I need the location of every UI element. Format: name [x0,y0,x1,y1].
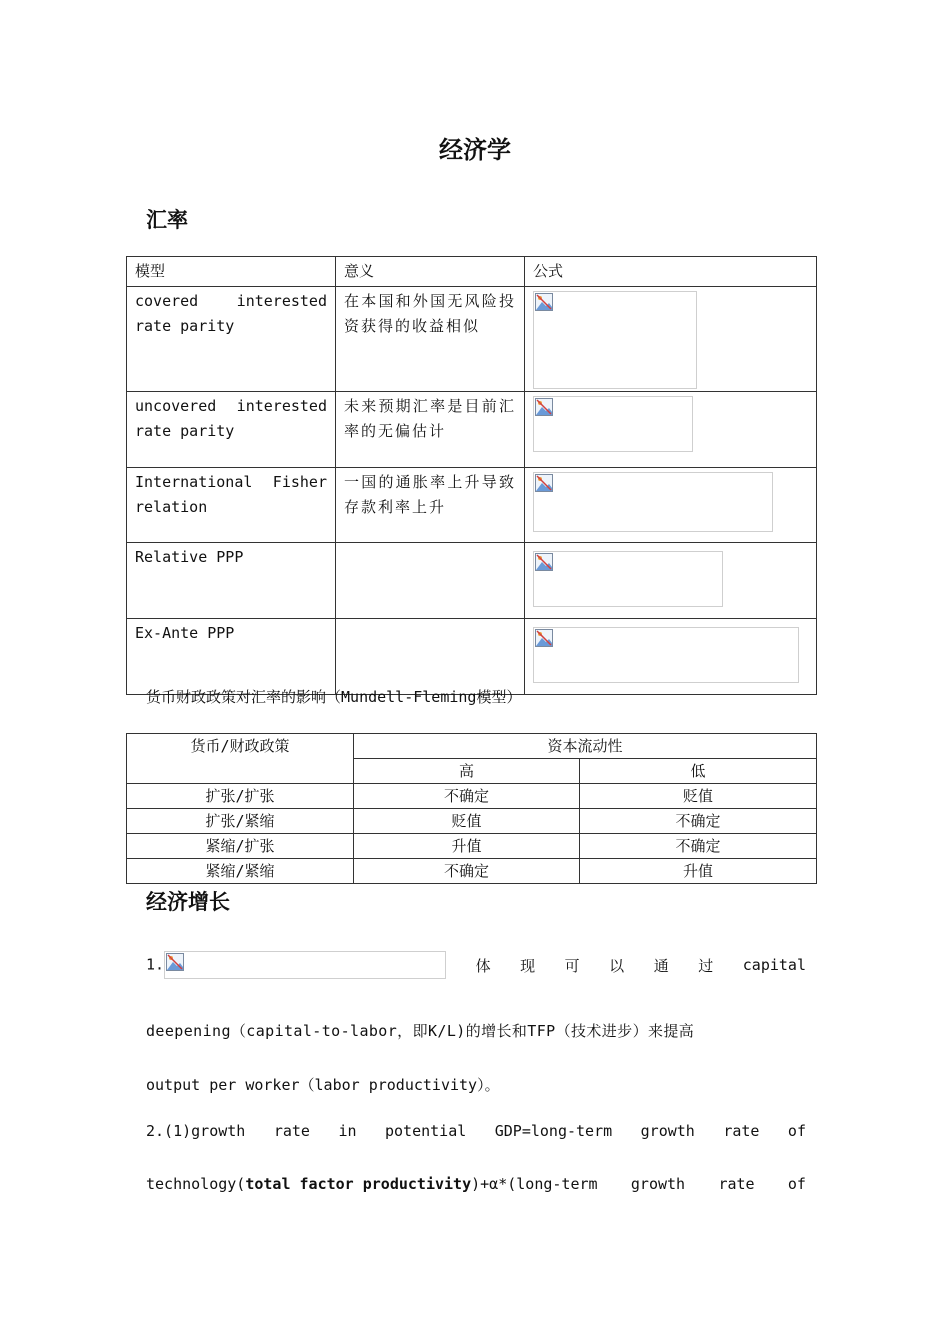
high-cell: 不确定 [354,859,580,884]
word: growth [640,1122,695,1140]
table-row [127,859,817,884]
exchange-rate-models-table [126,256,817,695]
word: of [787,1175,806,1193]
word: capital [742,956,806,974]
formula-cell [525,287,817,392]
header-policy: 货币/财政政策 [127,734,354,784]
model-meaning: 未来预期汇率是目前汇率的无偏估计 [336,392,525,468]
low-cell: 升值 [580,859,817,884]
formula-image [164,951,446,979]
model-name: covered interested rate parity [127,287,336,392]
formula-cell [525,543,817,619]
growth-paragraph-1-line-1 [146,950,806,980]
low-cell: 不确定 [580,809,817,834]
word: in [338,1122,357,1140]
word: 过 [698,956,714,975]
word: potential [384,1122,467,1140]
policy-cell: 扩张/紧缩 [127,809,354,834]
model-name: Ex-Ante PPP [127,619,336,695]
broken-image-icon [535,293,553,311]
high-cell: 升值 [354,834,580,859]
broken-image-icon [166,953,184,971]
header-model: 模型 [127,257,336,287]
section-heading-exchange-rate: 汇率 [146,208,188,232]
formula-image [533,472,773,532]
table-row [127,287,817,392]
section-heading-economic-growth: 经济增长 [146,890,230,914]
growth-paragraph-2-line-1 [146,1122,806,1140]
paragraph-number-text: 1. [146,951,446,979]
word: GDP=long-term [494,1122,613,1140]
word: growth [630,1175,686,1193]
low-cell: 不确定 [580,834,817,859]
formula-cell [525,392,817,468]
word: 可 [564,956,580,975]
formula-cell [525,619,817,695]
model-meaning [336,543,525,619]
table-row [127,809,817,834]
word: 通 [653,956,669,975]
formula-image [533,551,723,607]
policy-cell: 扩张/扩张 [127,784,354,809]
tfp-phrase: technology(total factor productivity)+α*(long-term [146,1175,598,1193]
header-meaning: 意义 [336,257,525,287]
header-low: 低 [580,759,817,784]
table-header-row [127,734,817,759]
formula-image [533,396,693,452]
high-cell: 贬值 [354,809,580,834]
table-row [127,392,817,468]
word: 体 [475,956,491,975]
header-capital-mobility: 资本流动性 [354,734,817,759]
word: rate [723,1122,760,1140]
word: 以 [609,956,625,975]
model-meaning: 在本国和外国无风险投资获得的收益相似 [336,287,525,392]
table-header-row [127,257,817,287]
growth-paragraph-1-line-2: deepening（capital-to-labor，即K/L)的增长和TFP（技术进步）来提高 [146,1022,695,1040]
policy-cell: 紧缩/紧缩 [127,859,354,884]
word: of [787,1122,806,1140]
growth-paragraph-2-line-2 [146,1175,806,1193]
header-high: 高 [354,759,580,784]
table-row [127,468,817,543]
word: rate [273,1122,310,1140]
table-row [127,619,817,695]
formula-image [533,627,799,683]
low-cell: 贬值 [580,784,817,809]
formula-image [533,291,697,389]
model-name: Relative PPP [127,543,336,619]
word: rate [718,1175,755,1193]
policy-cell: 紧缩/扩张 [127,834,354,859]
formula-cell [525,468,817,543]
header-formula: 公式 [525,257,817,287]
broken-image-icon [535,474,553,492]
document-title: 经济学 [439,136,511,164]
broken-image-icon [535,629,553,647]
table-row [127,543,817,619]
model-name: International Fisher relation [127,468,336,543]
table-row [127,784,817,809]
word: 2.(1)growth [146,1122,246,1140]
model-name: uncovered interested rate parity [127,392,336,468]
high-cell: 不确定 [354,784,580,809]
mundell-fleming-table [126,733,817,884]
mundell-fleming-caption: 货币财政政策对汇率的影响（Mundell-Fleming模型） [146,688,522,706]
growth-paragraph-1-line-3: output per worker（labor productivity）。 [146,1076,500,1094]
model-meaning: 一国的通胀率上升导致存款利率上升 [336,468,525,543]
table-row [127,834,817,859]
bold-term: total factor productivity [245,1175,472,1193]
broken-image-icon [535,553,553,571]
model-meaning [336,619,525,695]
broken-image-icon [535,398,553,416]
word: 现 [520,956,536,975]
